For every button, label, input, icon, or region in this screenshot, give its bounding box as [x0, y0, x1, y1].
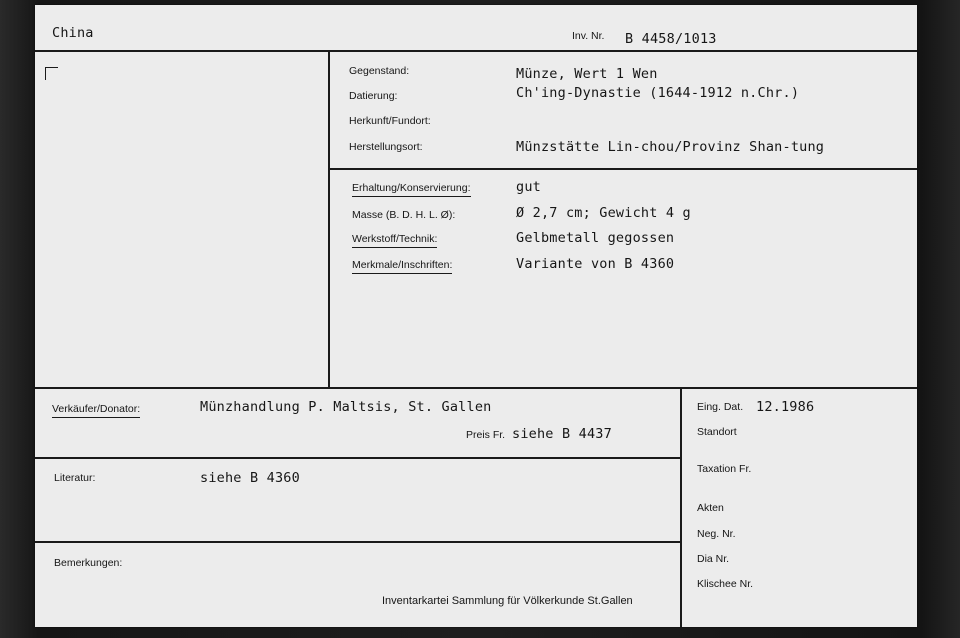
divider-side-column [680, 387, 682, 627]
werkstoff-value: Gelbmetall gegossen [516, 230, 675, 246]
preis-label: Preis Fr. [466, 429, 506, 441]
akten-label: Akten [697, 502, 724, 514]
divider-remarks [35, 541, 682, 543]
divider-left-column [328, 50, 330, 389]
erhaltung-label: Erhaltung/Konservierung: [352, 182, 471, 197]
masse-value: Ø 2,7 cm; Gewicht 4 g [516, 205, 691, 221]
divider-header [35, 50, 917, 52]
literatur-label: Literatur: [54, 472, 96, 484]
inv-nr-label: Inv. Nr. [572, 30, 605, 42]
inv-nr-value: B 4458/1013 [625, 31, 717, 47]
verkaeufer-label: Verkäufer/Donator: [52, 403, 140, 418]
masse-label: Masse (B. D. H. L. Ø): [352, 209, 456, 221]
verkaeufer-value: Münzhandlung P. Maltsis, St. Gallen [200, 399, 492, 415]
preis-value: siehe B 4437 [512, 426, 612, 442]
herstellungsort-label: Herstellungsort: [349, 141, 423, 153]
klischee-nr-label: Klischee Nr. [697, 578, 754, 590]
divider-middle [35, 387, 917, 389]
corner-mark [45, 67, 58, 80]
literatur-value: siehe B 4360 [200, 470, 300, 486]
card-footer: Inventarkartei Sammlung für Völkerkunde St.Gallen [382, 595, 633, 607]
taxation-label: Taxation Fr. [697, 463, 752, 475]
herstellungsort-value: Münzstätte Lin-chou/Provinz Shan-tung [516, 139, 825, 155]
merkmale-label: Merkmale/Inschriften: [352, 259, 452, 274]
werkstoff-label: Werkstoff/Technik: [352, 233, 437, 248]
divider-literature [35, 457, 682, 459]
datierung-label: Datierung: [349, 90, 398, 102]
country-value: China [52, 25, 94, 41]
divider-object-details [328, 168, 917, 170]
gegenstand-value: Münze, Wert 1 Wen [516, 66, 658, 82]
dia-nr-label: Dia Nr. [697, 553, 730, 565]
herkunft-label: Herkunft/Fundort: [349, 115, 431, 127]
gegenstand-label: Gegenstand: [349, 65, 410, 77]
eing-dat-value: 12.1986 [756, 399, 815, 415]
inventory-card [35, 5, 917, 627]
eing-dat-label: Eing. Dat. [697, 401, 744, 413]
neg-nr-label: Neg. Nr. [697, 528, 736, 540]
merkmale-value: Variante von B 4360 [516, 256, 675, 272]
standort-label: Standort [697, 426, 737, 438]
datierung-value: Ch'ing-Dynastie (1644-1912 n.Chr.) [516, 85, 800, 101]
bemerkungen-label: Bemerkungen: [54, 557, 123, 569]
erhaltung-value: gut [516, 179, 541, 195]
